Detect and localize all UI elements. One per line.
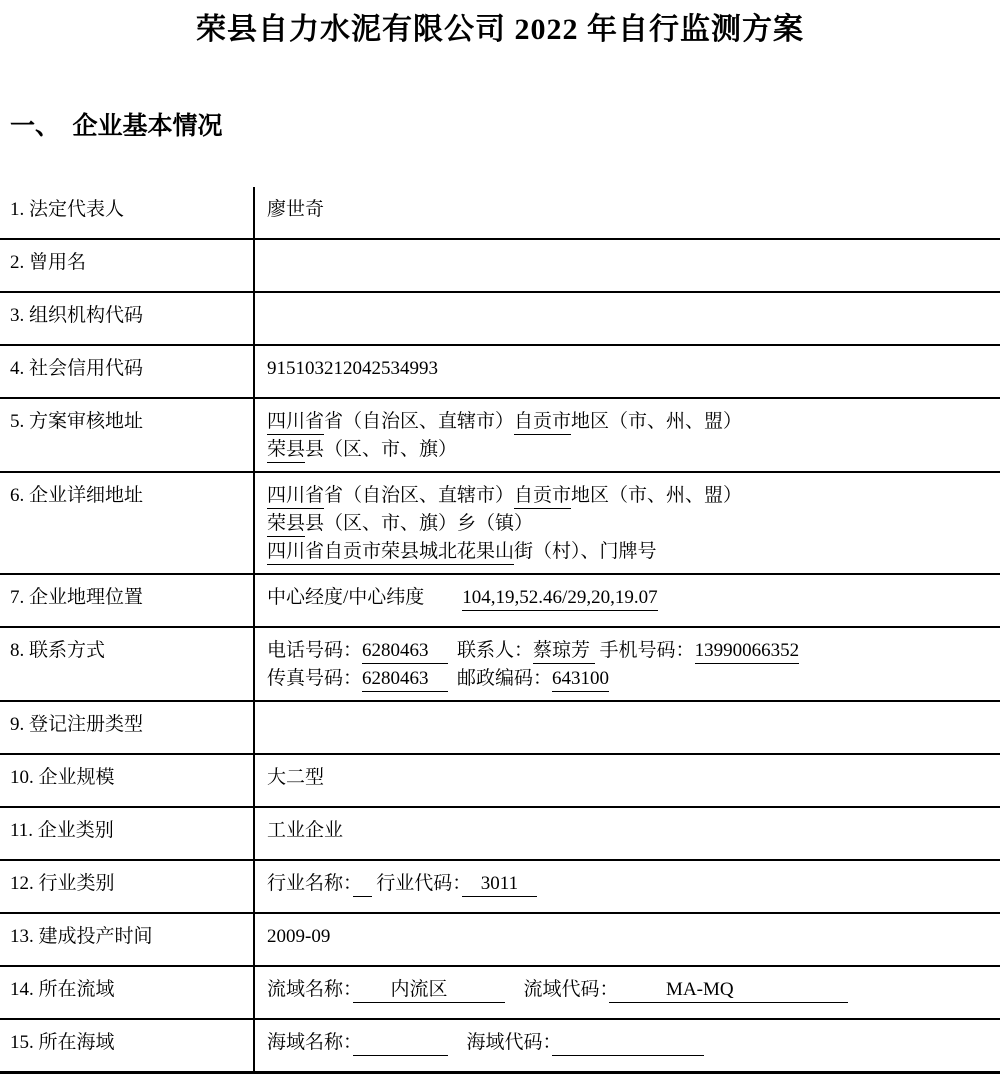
underlined-value: 自贡市 (514, 485, 571, 509)
table-row-geographic-location (0, 573, 1000, 626)
value-line (267, 196, 992, 224)
row-value (255, 628, 1000, 700)
text-segment: 工业企业 (267, 820, 344, 841)
row-value (255, 346, 1000, 397)
table-row-social-credit-code (0, 344, 1000, 397)
text-segment: 流域名称： (267, 979, 353, 1000)
row-value (255, 914, 1000, 965)
text-segment: 传真号码： (267, 668, 363, 689)
underlined-value (552, 1032, 704, 1056)
value-line (267, 665, 992, 693)
underlined-value: 四川省自贡市荣县城北花果山 (267, 541, 514, 565)
text-segment: 2009-09 (267, 926, 331, 947)
text-segment: 县（区、市、旗）乡（镇） (305, 513, 534, 534)
text-segment: 行业名称： (267, 873, 353, 894)
value-line (267, 764, 992, 792)
text-segment: 省（自治区、直辖市） (324, 485, 515, 506)
table-row-organization-code (0, 291, 1000, 344)
value-line (267, 870, 992, 898)
value-line (267, 482, 992, 510)
value-line (267, 355, 992, 383)
text-segment: 大二型 (267, 767, 325, 788)
text-segment: 省（自治区、直辖市） (324, 411, 515, 432)
row-value (255, 187, 1000, 238)
underlined-value: 四川省 (267, 485, 324, 509)
row-label: 13. 建成投产时间 (0, 914, 255, 965)
underlined-value: MA-MQ (609, 979, 848, 1003)
text-segment: 地区（市、州、盟） (571, 485, 743, 506)
table-row-former-name (0, 238, 1000, 291)
row-value (255, 1020, 1000, 1071)
underlined-value (353, 873, 372, 897)
value-line (267, 637, 992, 665)
value-line (267, 538, 992, 566)
value-line (267, 923, 992, 951)
text-segment: 邮政编码： (447, 668, 553, 689)
document-page (0, 10, 1000, 1091)
text-segment: 915103212042534993 (267, 358, 438, 379)
text-segment (424, 587, 462, 608)
value-line (267, 1029, 992, 1057)
row-label: 7. 企业地理位置 (0, 575, 255, 626)
text-segment: 海域代码： (447, 1032, 553, 1053)
row-value (255, 293, 1000, 344)
row-label: 14. 所在流域 (0, 967, 255, 1018)
row-label: 12. 行业类别 (0, 861, 255, 912)
underlined-value: 104,19,52.46/29,20,19.07 (462, 587, 657, 611)
row-value (255, 808, 1000, 859)
text-segment: 地区（市、州、盟） (571, 411, 743, 432)
value-line (267, 817, 992, 845)
table-row-company-category (0, 806, 1000, 859)
row-label: 6. 企业详细地址 (0, 473, 255, 573)
row-label: 8. 联系方式 (0, 628, 255, 700)
value-line (267, 976, 992, 1004)
text-segment: 中心经度/中心纬度 (267, 587, 425, 608)
row-value (255, 473, 1000, 573)
text-segment: 廖世奇 (267, 199, 325, 220)
table-row-legal-representative (0, 187, 1000, 238)
document-title: 荣县自力水泥有限公司 2022 年自行监测方案 (196, 13, 804, 46)
basic-info-table (0, 187, 1000, 1074)
text-segment: 县（区、市、旗） (305, 439, 458, 460)
text-segment: 街（村）、门牌号 (514, 541, 657, 562)
row-label: 2. 曾用名 (0, 240, 255, 291)
row-value (255, 240, 1000, 291)
underlined-value: 13990066352 (695, 640, 800, 664)
underlined-value: 3011 (462, 873, 537, 897)
value-line (267, 510, 992, 538)
row-value (255, 575, 1000, 626)
row-label: 4. 社会信用代码 (0, 346, 255, 397)
table-row-registration-type (0, 700, 1000, 753)
table-row-contact-info (0, 626, 1000, 700)
underlined-value: 蔡琼芳 (533, 640, 595, 664)
underlined-value: 自贡市 (514, 411, 571, 435)
text-segment: 流域代码： (504, 979, 610, 1000)
table-row-industry-category (0, 859, 1000, 912)
underlined-value: 6280463 (362, 668, 448, 692)
section-heading: 一、 企业基本情况 (10, 113, 223, 140)
text-segment: 电话号码： (267, 640, 363, 661)
row-label: 10. 企业规模 (0, 755, 255, 806)
underlined-value: 内流区 (353, 979, 505, 1003)
row-value (255, 702, 1000, 753)
row-label: 5. 方案审核地址 (0, 399, 255, 471)
text-segment: 行业代码： (371, 873, 462, 894)
value-line (267, 436, 992, 464)
row-value (255, 967, 1000, 1018)
table-row-commissioning-date (0, 912, 1000, 965)
underlined-value: 6280463 (362, 640, 448, 664)
row-value (255, 755, 1000, 806)
table-row-company-scale (0, 753, 1000, 806)
table-row-company-detailed-address (0, 471, 1000, 573)
row-label: 9. 登记注册类型 (0, 702, 255, 753)
underlined-value: 643100 (552, 668, 609, 692)
table-row-sea-area (0, 1018, 1000, 1071)
text-segment: 联系人： (447, 640, 534, 661)
value-line (267, 408, 992, 436)
row-label: 3. 组织机构代码 (0, 293, 255, 344)
text-segment: 海域名称： (267, 1032, 353, 1053)
row-value (255, 861, 1000, 912)
value-line (267, 584, 992, 612)
underlined-value: 四川省 (267, 411, 324, 435)
row-label: 1. 法定代表人 (0, 187, 255, 238)
underlined-value: 荣县 (267, 439, 305, 463)
underlined-value: 荣县 (267, 513, 305, 537)
table-row-plan-review-address (0, 397, 1000, 471)
row-value (255, 399, 1000, 471)
text-segment: 手机号码： (594, 640, 695, 661)
underlined-value (353, 1032, 448, 1056)
row-label: 15. 所在海域 (0, 1020, 255, 1071)
table-row-river-basin (0, 965, 1000, 1018)
row-label: 11. 企业类别 (0, 808, 255, 859)
